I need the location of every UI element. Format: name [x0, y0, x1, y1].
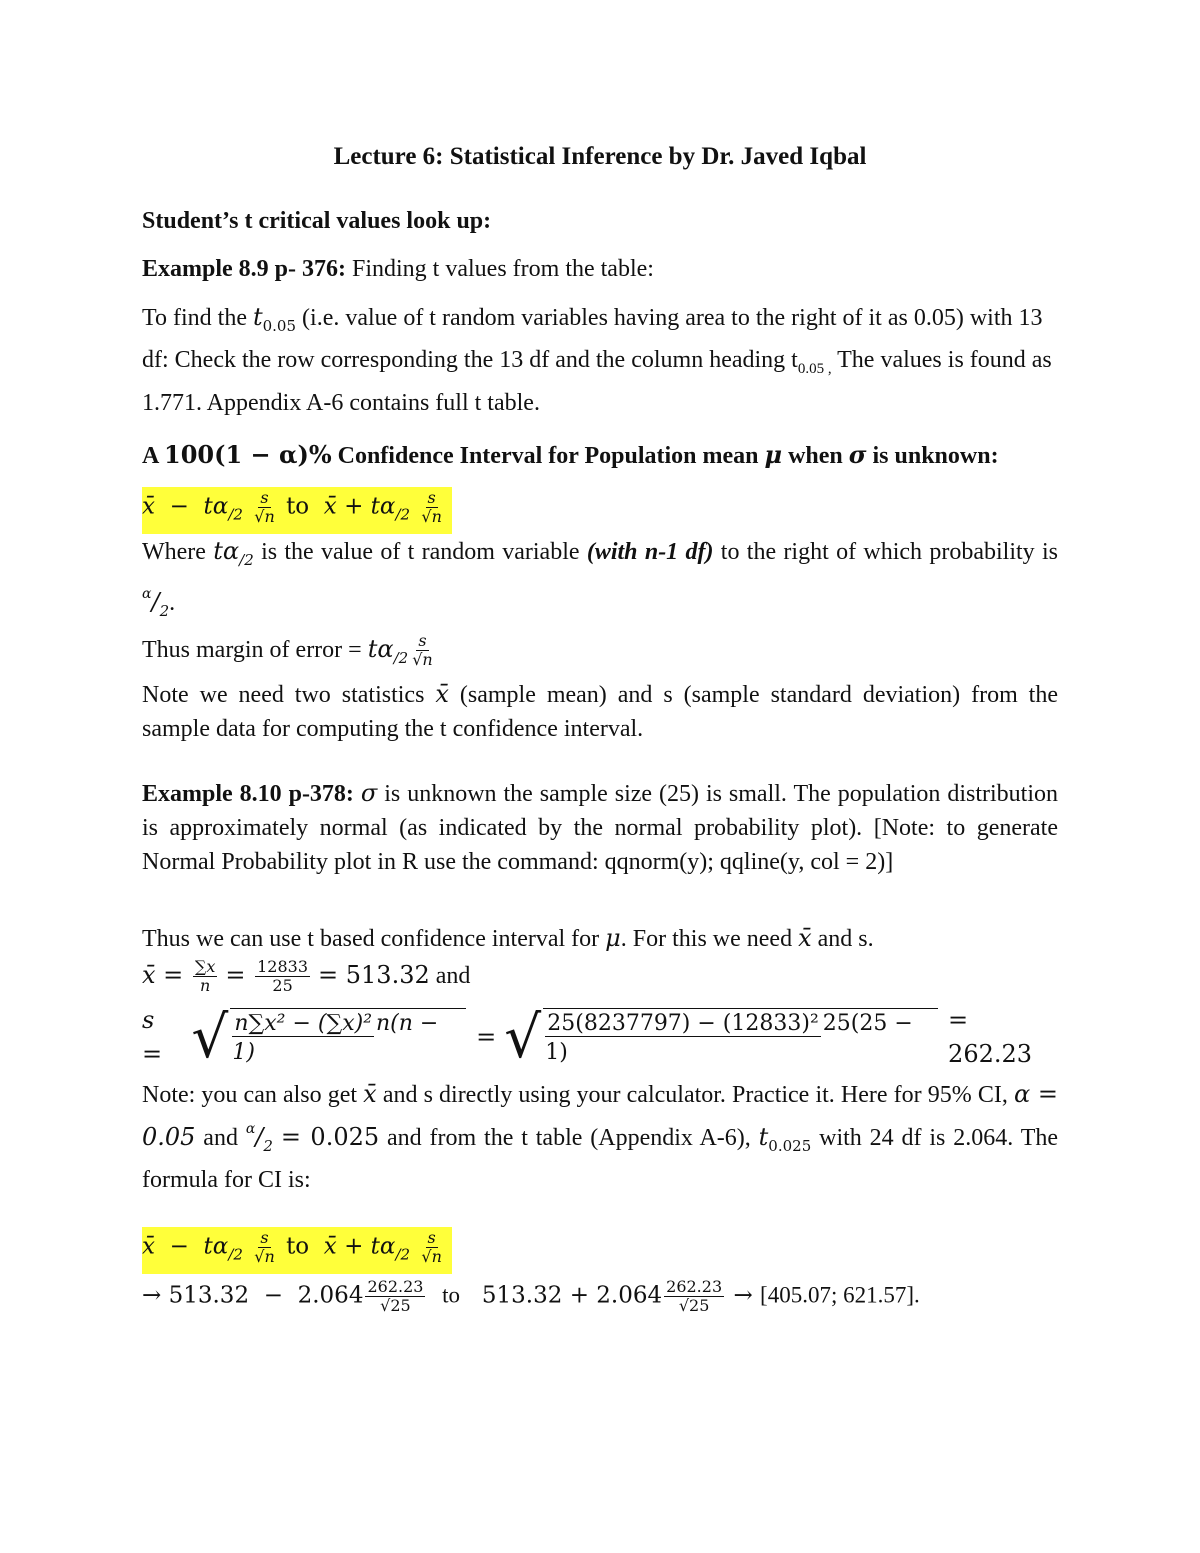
mu-symbol: μ: [764, 440, 783, 469]
xbar-symbol: x̄: [435, 679, 449, 708]
text-run: and: [195, 1125, 246, 1152]
example-8-10-paragraph: [142, 776, 1058, 879]
xbar-symbol: x̄: [142, 1233, 155, 1260]
text-run: To find the: [142, 305, 253, 331]
ci-result-line: [142, 1278, 1058, 1315]
alpha-value: α = 0.05: [142, 1080, 1058, 1152]
s-over-root-n: $\frac{s}{√n}$: [254, 488, 275, 526]
half-subscript: /2: [395, 1245, 411, 1264]
ci-heading: [142, 438, 1058, 473]
half-subscript: /2: [228, 505, 243, 524]
minus-sign: −: [263, 1282, 283, 1309]
where-paragraph: [142, 534, 1058, 628]
text-run: to the right of which probability is: [713, 538, 1058, 565]
xbar-result: = 513.32: [318, 960, 430, 989]
ci-level-expression: 100(1 − α)%: [164, 440, 332, 469]
section-heading-lookup: Student’s t critical values look up:: [142, 208, 492, 234]
page-title: Lecture 6: Statistical Inference by Dr. Javed Iqbal: [333, 143, 867, 170]
half-subscript: /2: [395, 505, 411, 524]
to-word: to: [442, 1282, 460, 1308]
minus-sign: −: [169, 1233, 189, 1260]
text-run: and s.: [811, 925, 874, 952]
text-run: (sample mean) and s (sample standard deviation) from the sample data for computing the t confidence interval.: [142, 681, 1059, 742]
text-run: Note we need two statistics: [142, 681, 436, 708]
df-note: (with n-1 df): [586, 538, 714, 565]
to-word: to: [286, 493, 310, 520]
s-over-root-n: $\frac{s}{√n}$: [421, 1228, 442, 1267]
to-word: to: [286, 1233, 310, 1260]
t-value: 2.064: [297, 1282, 364, 1309]
t-value: 2.064: [596, 1282, 663, 1309]
xbar-calculation: x̄ = $\frac{\sum x}{n}$ = $\frac{12833}{25}$ = 513.32 and: [142, 957, 471, 996]
t-alpha-half: $t\alpha_{/2}$: [213, 536, 254, 569]
example-8-9-label: Example 8.9 p- 376:: [142, 256, 346, 282]
ci-formula-highlight: [142, 487, 452, 534]
t-subscript: 0.05: [262, 317, 297, 335]
xbar-symbol: x̄: [798, 923, 812, 952]
half-subscript: /2: [228, 1245, 243, 1264]
ci-formula-1: [142, 487, 1058, 534]
ci-formula-2: [142, 1227, 1058, 1274]
alpha-symbol: α: [212, 1233, 229, 1260]
xbar-symbol: x̄: [323, 493, 337, 520]
text-run: and: [429, 962, 471, 989]
mu-symbol: μ: [605, 923, 621, 952]
text-run: Note: you can also get: [142, 1082, 364, 1109]
t-subscript: 0.05 ,: [797, 361, 832, 377]
xbar-symbol: x̄: [363, 1080, 377, 1109]
xbar-symbol: x̄: [142, 493, 155, 520]
s-calculation: s = √ n∑x² − (∑x)² n(n − 1) = √ 25(8237797) − (12833)² 25(25 − 1) = 262.23: [142, 1003, 1058, 1071]
sum-x-over-n: $\frac{\sum x}{n}$: [194, 957, 216, 996]
alpha-half-value: = 0.025: [280, 1123, 380, 1152]
plus-sign: +: [344, 1233, 364, 1260]
t-symbol: t: [203, 1233, 213, 1260]
sigma-symbol: σ: [360, 778, 378, 807]
s-over-root-n: $\frac{s}{√n}$: [421, 488, 442, 526]
text-run: is the value of t random variable: [253, 538, 587, 565]
sum-value-over-n: $\frac{12833}{25}$: [257, 957, 309, 996]
text-run: (i.e. value of t random variables having area to the right of it as 0.05) with 13 df: Check the row corresponding the 13 df and the column heading t: [142, 305, 1043, 373]
minus-sign: −: [169, 493, 189, 520]
note-calculator: [142, 1077, 1058, 1197]
example-8-9-text: Finding t values from the table:: [346, 256, 654, 282]
xbar-plus: 513.32 +: [481, 1282, 589, 1309]
example-8-10-label: Example 8.10 p-378:: [142, 780, 354, 807]
s-formula-general: n∑x² − (∑x)² n(n − 1): [230, 1008, 466, 1067]
text-run: . For this we need: [620, 925, 799, 952]
note-statistics: [142, 677, 1058, 746]
text-run: and from the t table (Appendix A-6),: [379, 1125, 759, 1152]
text-run: is unknown the sample size (25) is small. The population distribution is approximately normal (as indicated by the normal probability plot). [Note: to generate Normal Probability plot in R use the command: qqnorm(y); qqline(y, col = 2)]: [142, 780, 1058, 875]
sigma-symbol: σ: [848, 440, 867, 469]
t-symbol: t: [203, 493, 213, 520]
xbar-symbol: x̄: [323, 1233, 337, 1260]
plus-sign: +: [344, 493, 364, 520]
document-page: [142, 140, 1058, 1315]
t-symbol: t: [370, 1233, 380, 1260]
ci-formula-highlight: [142, 1227, 452, 1274]
text-run: The values is found as 1.771. Appendix A-6 contains full t table.: [142, 347, 1052, 416]
text-run: Confidence Interval for Population mean: [331, 443, 765, 469]
text-run: is unknown:: [866, 443, 999, 469]
text-run: .: [169, 589, 176, 616]
alpha-symbol: α: [212, 493, 229, 520]
ci-result: [405.07; 621.57].: [760, 1282, 920, 1308]
text-run: and s directly using your calculator. Practice it. Here for 95% CI,: [376, 1082, 1014, 1109]
arrow-icon: →: [142, 1282, 162, 1309]
sqrt-sign: √: [191, 1003, 229, 1072]
xbar-symbol: x̄: [142, 960, 156, 989]
xbar-value: 513.32: [168, 1282, 250, 1309]
t-symbol: t: [252, 303, 263, 331]
alpha-symbol: α: [379, 1233, 396, 1260]
s-over-root-n: $\frac{s}{√n}$: [254, 1228, 275, 1267]
margin-formula: $t\alpha_{/2}$ $\frac{s}{√n}$: [367, 630, 433, 669]
arrow-icon: →: [733, 1282, 753, 1309]
s-over-root-25: $\frac{262.23}{√25}$: [666, 1276, 723, 1315]
margin-of-error-line: [142, 632, 1058, 675]
t-symbol: t: [758, 1123, 769, 1152]
margin-label: Thus margin of error =: [142, 636, 368, 663]
alpha-half: $^\alpha/_2$: [142, 585, 170, 620]
text-run: Where: [142, 538, 214, 565]
thus-line: [142, 921, 1058, 956]
text-run: A: [142, 443, 165, 469]
text-run: Thus we can use t based confidence interval for: [142, 925, 606, 952]
t-symbol: t: [370, 493, 380, 520]
text-run: with 24 df is 2.064. The formula for CI is:: [142, 1125, 1058, 1194]
s-formula-numeric: 25(8237797) − (12833)² 25(25 − 1): [543, 1008, 938, 1067]
example-8-9-paragraph: [142, 300, 1058, 420]
text-run: when: [782, 443, 849, 469]
t-subscript: 0.025: [768, 1137, 812, 1156]
s-result: = 262.23: [948, 1006, 1033, 1069]
s-over-root-25: $\frac{262.23}{√25}$: [367, 1276, 424, 1315]
sqrt-sign: √: [504, 1003, 542, 1072]
s-symbol: s =: [142, 1006, 163, 1069]
alpha-symbol: α: [379, 493, 396, 520]
alpha-half: $^\alpha/_2$: [245, 1121, 273, 1156]
example-8-9-line: [142, 252, 1058, 286]
